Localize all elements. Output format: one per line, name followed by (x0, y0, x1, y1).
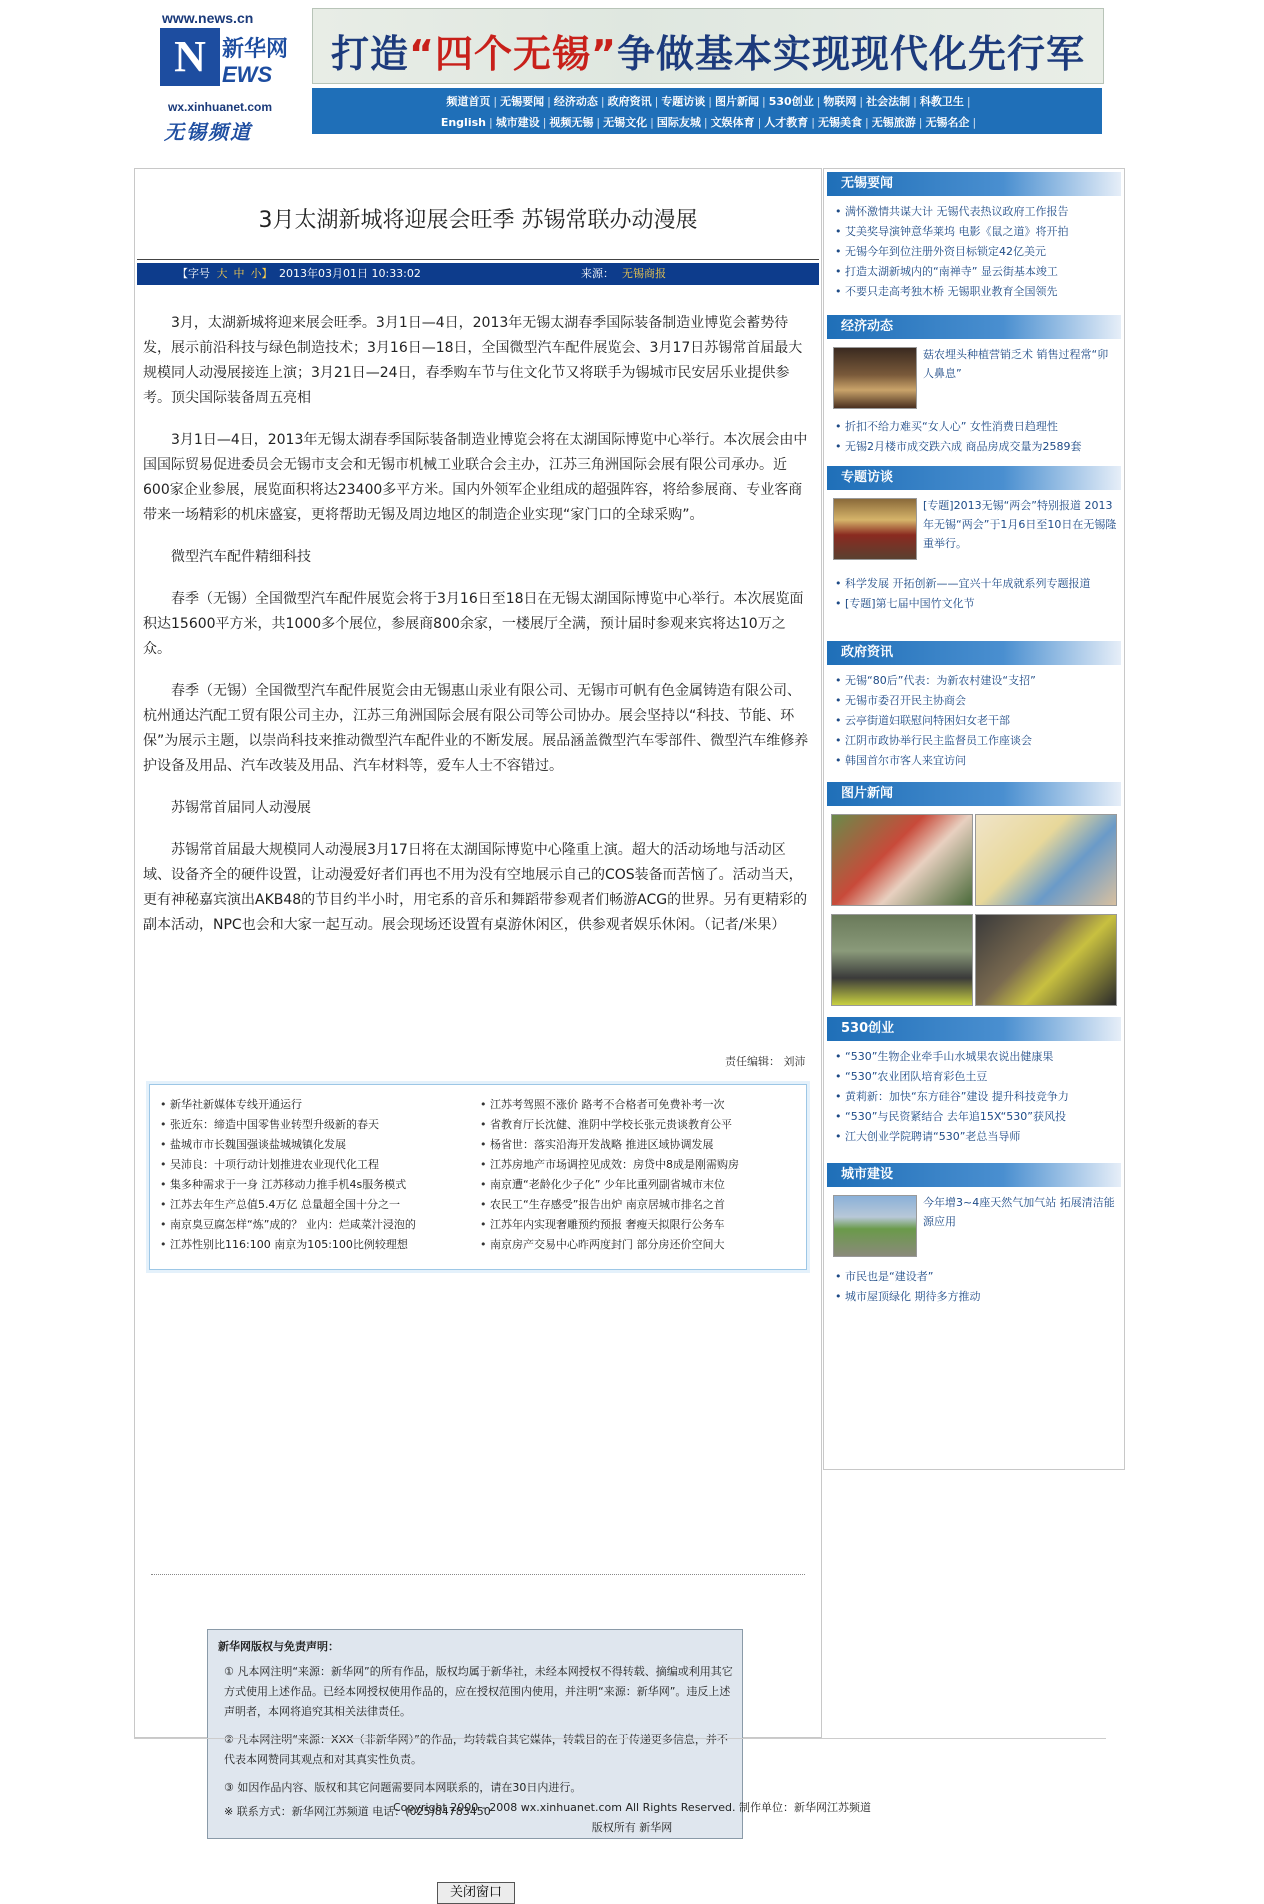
nav-separator: | (654, 95, 659, 108)
nav-separator: | (859, 95, 864, 108)
font-size-controls (177, 263, 421, 285)
nav-item[interactable]: 无锡名企 (925, 116, 970, 129)
nav-item[interactable]: 人才教育 (764, 116, 809, 129)
article-subheading: 微型汽车配件精细科技 (171, 549, 311, 565)
channel-name: 无锡频道 (164, 120, 252, 144)
slogan-pre: 打造 (331, 32, 410, 76)
economy-feature[interactable]: 菇农埋头种植营销乏术 销售过程常“卯人鼻息” (923, 348, 1109, 380)
related-col-1 (160, 1095, 416, 1255)
related-news-item[interactable]: • 吴沛良：十项行动计划推进农业现代化工程 (160, 1155, 416, 1175)
related-news-item[interactable]: • 南京房产交易中心昨两度封门 部分房还价空间大 (480, 1235, 739, 1255)
related-news-item[interactable]: • 杨省世：落实沿海开发战略 推进区域协调发展 (480, 1135, 739, 1155)
title-divider (137, 259, 819, 260)
section-title[interactable]: 专题访谈 (827, 466, 1121, 490)
news-photo[interactable] (831, 914, 973, 1006)
nav-item[interactable]: English (440, 116, 486, 129)
main-nav (312, 88, 1102, 134)
sidebar-news-item[interactable]: • 云亭街道妇联慰问特困妇女老干部 (835, 711, 1121, 731)
related-news-item[interactable]: • 江苏考驾照不涨价 路考不合格者可免费补考一次 (480, 1095, 739, 1115)
font-size-small[interactable]: 小】 (250, 267, 273, 280)
article-info-bar (137, 263, 819, 285)
sidebar-news-item[interactable]: • 无锡市委召开民主协商会 (835, 691, 1121, 711)
notice-item: ② 凡本网注明“来源：XXX（非新华网）”的作品，均转载自其它媒体，转载目的在于传递更多信息，并不代表本网赞同其观点和对其真实性负责。 (224, 1733, 728, 1766)
responsible-editor: 责任编辑： 刘沛 (725, 1055, 806, 1068)
nav-separator: | (703, 116, 708, 129)
nav-item[interactable]: 城市建设 (495, 116, 540, 129)
section-photos (827, 782, 1121, 992)
logo-url-bottom: wx.xinhuanet.com (168, 100, 273, 114)
nav-item[interactable]: 频道首页 (446, 95, 491, 108)
sidebar-news-item[interactable]: • 江大创业学院聘请“530”老总当导师 (835, 1127, 1121, 1147)
slogan-highlight: “四个无锡” (409, 32, 617, 76)
nav-separator: | (650, 116, 654, 129)
nav-separator: | (596, 116, 601, 129)
section-title[interactable]: 图片新闻 (827, 782, 1121, 806)
nav-separator: | (865, 116, 869, 129)
source-label: 来源： (581, 267, 614, 280)
source-link[interactable]: 无锡商报 (622, 267, 666, 280)
font-size-label: 【字号 (177, 267, 210, 280)
sidebar-news-item[interactable]: • 韩国首尔市客人来宜访问 (835, 751, 1121, 771)
nav-item[interactable]: 科教卫生 (919, 95, 964, 108)
nav-separator: | (972, 116, 977, 129)
related-news-item[interactable]: • 农民工“生存感受”报告出炉 南京居城市排名之首 (480, 1195, 739, 1215)
economy-thumbnail[interactable] (833, 347, 917, 409)
section-title[interactable]: 政府资讯 (827, 641, 1121, 665)
sidebar-news-item[interactable]: • “530”农业团队培育彩色土豆 (835, 1067, 1121, 1087)
section-economy (827, 315, 1121, 453)
slogan-banner (312, 8, 1104, 84)
nav-item[interactable]: 无锡美食 (818, 116, 862, 129)
nav-separator: | (966, 95, 971, 108)
rights-line: 版权所有 新华网 (591, 1821, 673, 1834)
dotted-divider (151, 1574, 805, 1575)
related-news-item[interactable]: • 盐城市市长魏国强谈盐城城镇化发展 (160, 1135, 416, 1155)
section-special (827, 466, 1121, 610)
news-photo[interactable] (975, 814, 1117, 906)
sidebar-news-item[interactable]: • “530”生物企业牵手山水城果农说出健康果 (835, 1047, 1121, 1067)
nav-separator: | (493, 95, 498, 108)
nav-separator: | (600, 95, 605, 108)
startup-list (827, 1047, 1121, 1147)
city-list (827, 1267, 981, 1307)
sidebar-news-item[interactable]: • 无锡“80后”代表：为新农村建设“支招” (835, 671, 1121, 691)
logo-brand-sub: EWS (222, 62, 273, 87)
site-logo[interactable] (160, 10, 300, 144)
logo-brand: 新华网 (222, 37, 289, 62)
nav-item[interactable]: 社会法制 (866, 95, 911, 108)
nav-item[interactable]: 无锡要闻 (500, 95, 545, 108)
nav-item[interactable]: 无锡旅游 (871, 116, 916, 129)
article-paragraph: 春季（无锡）全国微型汽车配件展览会由无锡惠山汞业有限公司、无锡市可帆有色金属铸造有限公司、杭州通达汽配工贸有限公司主办，江苏三角洲国际会展有限公司等公司协办。展会坚持以“科技、节能、环保”为展示主题，以崇尚科技来推动微型汽车配件业的不断发展。展品涵盖微型汽车零部件、微型汽车维修养护设备及用品、汽车改装及用品、汽车材料等，爱车人士不容错过。 (143, 683, 809, 774)
article-paragraph: 苏锡常首届最大规模同人动漫展3月17日将在太湖国际博览中心隆重上演。超大的活动场地与活动区域、设备齐全的硬件设置，让动漫爱好者们再也不用为没有空地展示自己的COS装备而苦恼了。活动当天，更有神秘嘉宾演出AKB48的节目约半小时，用宅系的音乐和舞蹈带参观者们畅游ACG的世界。另有更精彩的副本活动，NPC也会和大家一起互动。展会现场还设置有桌游休闲区，供参观者娱乐休闲。（记者/米果） (143, 842, 808, 933)
copyright-line: Copyright 2000 - 2008 wx.xinhuanet.com All Rights Reserved. 制作单位：新华网江苏频道 (393, 1801, 871, 1814)
article-subheading: 苏锡常首届同人动漫展 (171, 800, 311, 816)
related-news-item[interactable]: • 新华社新媒体专线开通运行 (160, 1095, 416, 1115)
article-paragraph: 3月，太湖新城将迎来展会旺季。3月1日—4日，2013年无锡太湖春季国际装备制造业博览会蓄势待发，展示前沿科技与绿色制造技术；3月16日—18日，全国微型汽车配件展览会、3月17日苏锡常首届最大规模同人动漫展接连上演；3月21日—24日，春季购车节与住文化节又将联手为锡城市民安居乐业提供参考。顶尖国际装备周五亮相 (143, 315, 803, 406)
sidebar-news-item[interactable]: • [专题]第七届中国竹文化节 (835, 594, 1125, 614)
special-thumbnail[interactable] (833, 498, 917, 560)
section-title[interactable]: 530创业 (827, 1017, 1121, 1041)
sidebar-news-item[interactable]: • 科学发展 开拓创新——宜兴十年成就系列专题报道 (835, 574, 1125, 594)
section-startup (827, 1017, 1121, 1147)
sidebar-news-item[interactable]: • “530”与民资紧结合 去年追15X“530”获风投 (835, 1107, 1121, 1127)
city-thumbnail[interactable] (833, 1195, 917, 1257)
nav-separator: | (757, 116, 762, 129)
nav-separator: | (811, 116, 815, 129)
section-title[interactable]: 无锡要闻 (827, 172, 1121, 196)
city-feature[interactable]: 今年增3~4座天然气加气站 拓展清洁能源应用 (923, 1196, 1115, 1228)
slogan-post: 争做基本实现现代化先行军 (616, 32, 1085, 76)
font-size-medium[interactable]: 中 (233, 267, 245, 280)
nav-item[interactable]: 经济动态 (553, 95, 598, 108)
nav-separator: | (488, 116, 493, 129)
sidebar-news-item[interactable]: • 折扣不给力难买“女人心” 女性消费日趋理性 (835, 417, 1082, 437)
section-gov (827, 641, 1121, 771)
related-news-item[interactable]: • 江苏房地产市场调控见成效：房贷中8成是刚需购房 (480, 1155, 739, 1175)
related-news-item[interactable]: • 江苏性别比116:100 南京为105:100比例较理想 (160, 1235, 416, 1255)
sidebar-news-item[interactable]: • 城市屋顶绿化 期待多方推动 (835, 1287, 981, 1307)
nav-separator: | (816, 95, 821, 108)
section-title[interactable]: 城市建设 (827, 1163, 1121, 1187)
nav-row-2 (312, 114, 1102, 130)
nav-row-1 (312, 93, 1102, 109)
article-title: 3月太湖新城将迎展会旺季 苏锡常联办动漫展 (258, 208, 698, 233)
nav-separator: | (913, 95, 917, 108)
nav-item[interactable]: 视频无锡 (549, 116, 594, 129)
nav-item[interactable]: 530创业 (768, 95, 814, 108)
related-news-item[interactable]: • 南京臭豆腐怎样“炼”成的？ 业内：烂咸菜汁浸泡的 (160, 1215, 416, 1235)
section-wuxi-news (827, 172, 1121, 302)
sidebar-news-item[interactable]: • 不要只走高考独木桥 无锡职业教育全国领先 (835, 282, 1121, 302)
nav-item[interactable]: 政府资讯 (607, 95, 652, 108)
sidebar-news-item[interactable]: • 满怀激情共谋大计 无锡代表热议政府工作报告 (835, 202, 1121, 222)
nav-separator: | (918, 116, 923, 129)
sidebar-news-item[interactable]: • 打造太湖新城内的“南禅寺” 显云街基本竣工 (835, 262, 1121, 282)
sidebar-news-item[interactable]: • 市民也是“建设者” (835, 1267, 981, 1287)
related-news-box (149, 1084, 807, 1270)
related-news-item[interactable]: • 江苏去年生产总值5.4万亿 总量超全国十分之一 (160, 1195, 416, 1215)
nav-separator: | (708, 95, 713, 108)
section-title[interactable]: 经济动态 (827, 315, 1121, 339)
sidebar-news-item[interactable]: • 无锡今年到位注册外资目标锁定42亿美元 (835, 242, 1121, 262)
notice-item: ① 凡本网注明“来源：新华网”的所有作品，版权均属于新华社，未经本网授权不得转载、摘编或利用其它方式使用上述作品。已经本网授权使用作品的，应在授权范围内使用，并注明“来源：新华网”。违反上述声明者，本网将追究其相关法律责任。 (224, 1665, 733, 1718)
notice-item: ③ 如因作品内容、版权和其它问题需要同本网联系的，请在30日内进行。 (224, 1781, 582, 1794)
logo-n-mark: N (160, 28, 220, 86)
news-photo[interactable] (975, 914, 1117, 1006)
special-list (827, 574, 1125, 614)
related-news-item[interactable]: • 江苏年内实现奢雕预约预报 奢瘦天拟限行公务车 (480, 1215, 739, 1235)
economy-list (827, 417, 1082, 457)
close-window-button[interactable]: 关闭窗口 (437, 1882, 515, 1904)
special-feature[interactable]: [专题]2013无锡“两会”特别报道 2013年无锡“两会”于1月6日至10日在无锡隆重举行。 (923, 499, 1117, 550)
wuxi-news-list (827, 202, 1121, 302)
related-news-item[interactable]: • 集多种需求于一身 江苏移动力推手机4s服务模式 (160, 1175, 416, 1195)
nav-item[interactable]: 国际友城 (656, 116, 701, 129)
nav-separator: | (762, 95, 766, 108)
nav-item[interactable]: 物联网 (823, 95, 857, 108)
footer (0, 1798, 1264, 1838)
nav-item[interactable]: 专题访谈 (661, 95, 706, 108)
sidebar (823, 168, 1125, 1470)
nav-item[interactable]: 图片新闻 (715, 95, 760, 108)
gov-list (827, 671, 1121, 771)
footer-divider (134, 1738, 1106, 1739)
notice-title: 新华网版权与免责声明： (218, 1640, 339, 1653)
article-source (581, 263, 666, 285)
sidebar-news-item[interactable]: • 艾美奖导演钟意华莱坞 电影《鼠之道》将开拍 (835, 222, 1121, 242)
related-news-item[interactable]: • 省教育厅长沈健、淮阴中学校长张元贵谈教育公平 (480, 1115, 739, 1135)
nav-item[interactable]: 无锡文化 (603, 116, 648, 129)
notice-contact: ※ 联系方式：新华网江苏频道 电话：(025)84783450 (224, 1805, 491, 1818)
nav-separator: | (542, 116, 547, 129)
related-news-item[interactable]: • 张近东：缔造中国零售业转型升级新的春天 (160, 1115, 416, 1135)
publish-date: 2013年03月01日 10:33:02 (279, 267, 421, 280)
article-body (143, 311, 811, 955)
nav-separator: | (547, 95, 551, 108)
font-size-large[interactable]: 大 (216, 267, 228, 280)
article-paragraph: 春季（无锡）全国微型汽车配件展览会将于3月16日至18日在无锡太湖国际博览中心举行。本次展览面积达15600平方米，共1000多个展位，参展商800余家，一楼展厅全满，预计届时参观来宾将达10万之众。 (143, 591, 804, 657)
sidebar-news-item[interactable]: • 江阴市政协举行民主监督员工作座谈会 (835, 731, 1121, 751)
news-photo[interactable] (831, 814, 973, 906)
nav-item[interactable]: 文娱体育 (710, 116, 755, 129)
section-city (827, 1163, 1121, 1303)
slogan-text (331, 23, 1085, 78)
article-paragraph: 3月1日—4日，2013年无锡太湖春季国际装备制造业博览会将在太湖国际博览中心举行。本次展会由中国国际贸易促进委员会无锡市支会和无锡市机械工业联合会主办，江苏三角洲国际会展有限公司承办。近600家企业参展，展览面积将达23400多平方米。国内外领军企业组成的超强阵容，将给参展商、专业客商带来一场精彩的机床盛宴，更将帮助无锡及周边地区的制造企业实现“家门口的全球采购”。 (143, 432, 808, 523)
sidebar-news-item[interactable]: • 黄莉新：加快“东方硅谷”建设 提升科技竞争力 (835, 1087, 1121, 1107)
sidebar-news-item[interactable]: • 无锡2月楼市成交跌六成 商品房成交量为2589套 (835, 437, 1082, 457)
logo-url-top: www.news.cn (162, 10, 254, 26)
related-col-2 (480, 1095, 739, 1255)
related-news-item[interactable]: • 南京遭“老龄化少子化” 少年比重列副省城市末位 (480, 1175, 739, 1195)
